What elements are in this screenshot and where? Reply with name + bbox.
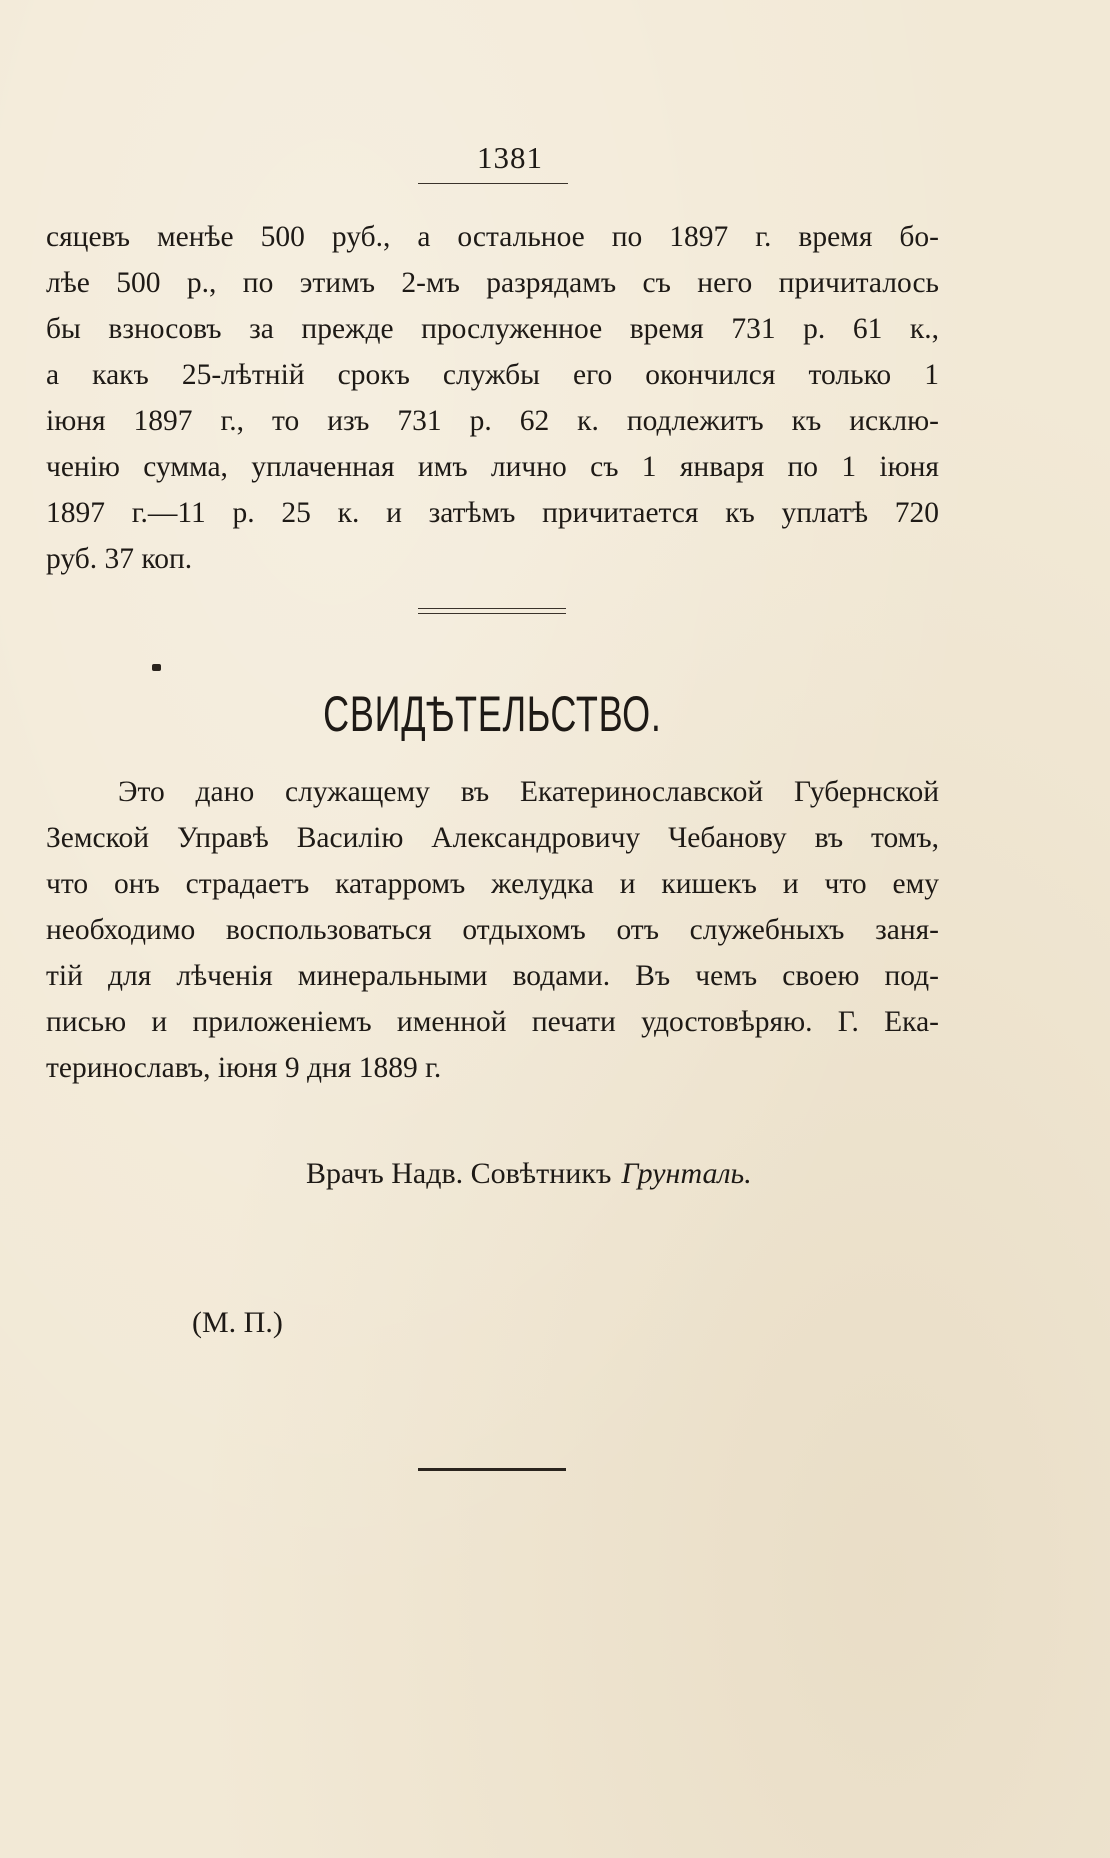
signature-title: Врачъ Надв. Совѣтникъ <box>306 1157 612 1190</box>
text-line: Это дано служащему въ Екатеринославской Губернской <box>118 776 939 808</box>
text-line: писью и приложеніемъ именной печати удостовѣряю. Г. Ека- <box>46 1006 939 1038</box>
text-line: а какъ 25-лѣтній срокъ службы его окончился только 1 <box>46 359 939 391</box>
text-line: что онъ страдаетъ катарромъ желудка и кишекъ и что ему <box>46 868 939 900</box>
text-line: 1897 г.—11 р. 25 к. и затѣмъ причитается къ уплатѣ 720 <box>46 497 939 529</box>
continuation-paragraph <box>46 214 939 582</box>
text-line: іюня 1897 г., то изъ 731 р. 62 к. подлежитъ къ исклю- <box>46 405 939 437</box>
text-line: теринославъ, іюня 9 дня 1889 г. <box>46 1052 442 1084</box>
page-number-rule <box>418 183 568 184</box>
print-speck <box>152 664 161 671</box>
text-line: ченію сумма, уплаченная имъ лично съ 1 января по 1 іюня <box>46 451 939 483</box>
text-line: бы взносовъ за прежде прослуженное время 731 р. 61 к., <box>46 313 939 345</box>
section-divider <box>418 608 566 614</box>
text-line: лѣе 500 р., по этимъ 2-мъ разрядамъ съ него причиталось <box>46 267 939 299</box>
end-rule <box>418 1468 566 1471</box>
signature-line <box>306 1157 752 1191</box>
text-line: Земской Управѣ Василію Александровичу Чебанову въ томъ, <box>46 822 939 854</box>
text-line: руб. 37 коп. <box>46 543 193 575</box>
certificate-body <box>46 769 939 1091</box>
seal-mark: (М. П.) <box>192 1306 283 1339</box>
signature-name: Грунталь. <box>621 1157 752 1190</box>
text-line: необходимо воспользоваться отдыхомъ отъ служебныхъ заня- <box>46 914 939 946</box>
text-line: сяцевъ менѣе 500 руб., а остальное по 1897 г. время бо- <box>46 221 939 253</box>
certificate-heading: СВИДѢТЕЛЬСТВО. <box>323 686 662 742</box>
page-number: 1381 <box>477 140 543 175</box>
text-line: тій для лѣченія минеральными водами. Въ чемъ своею под- <box>46 960 939 992</box>
